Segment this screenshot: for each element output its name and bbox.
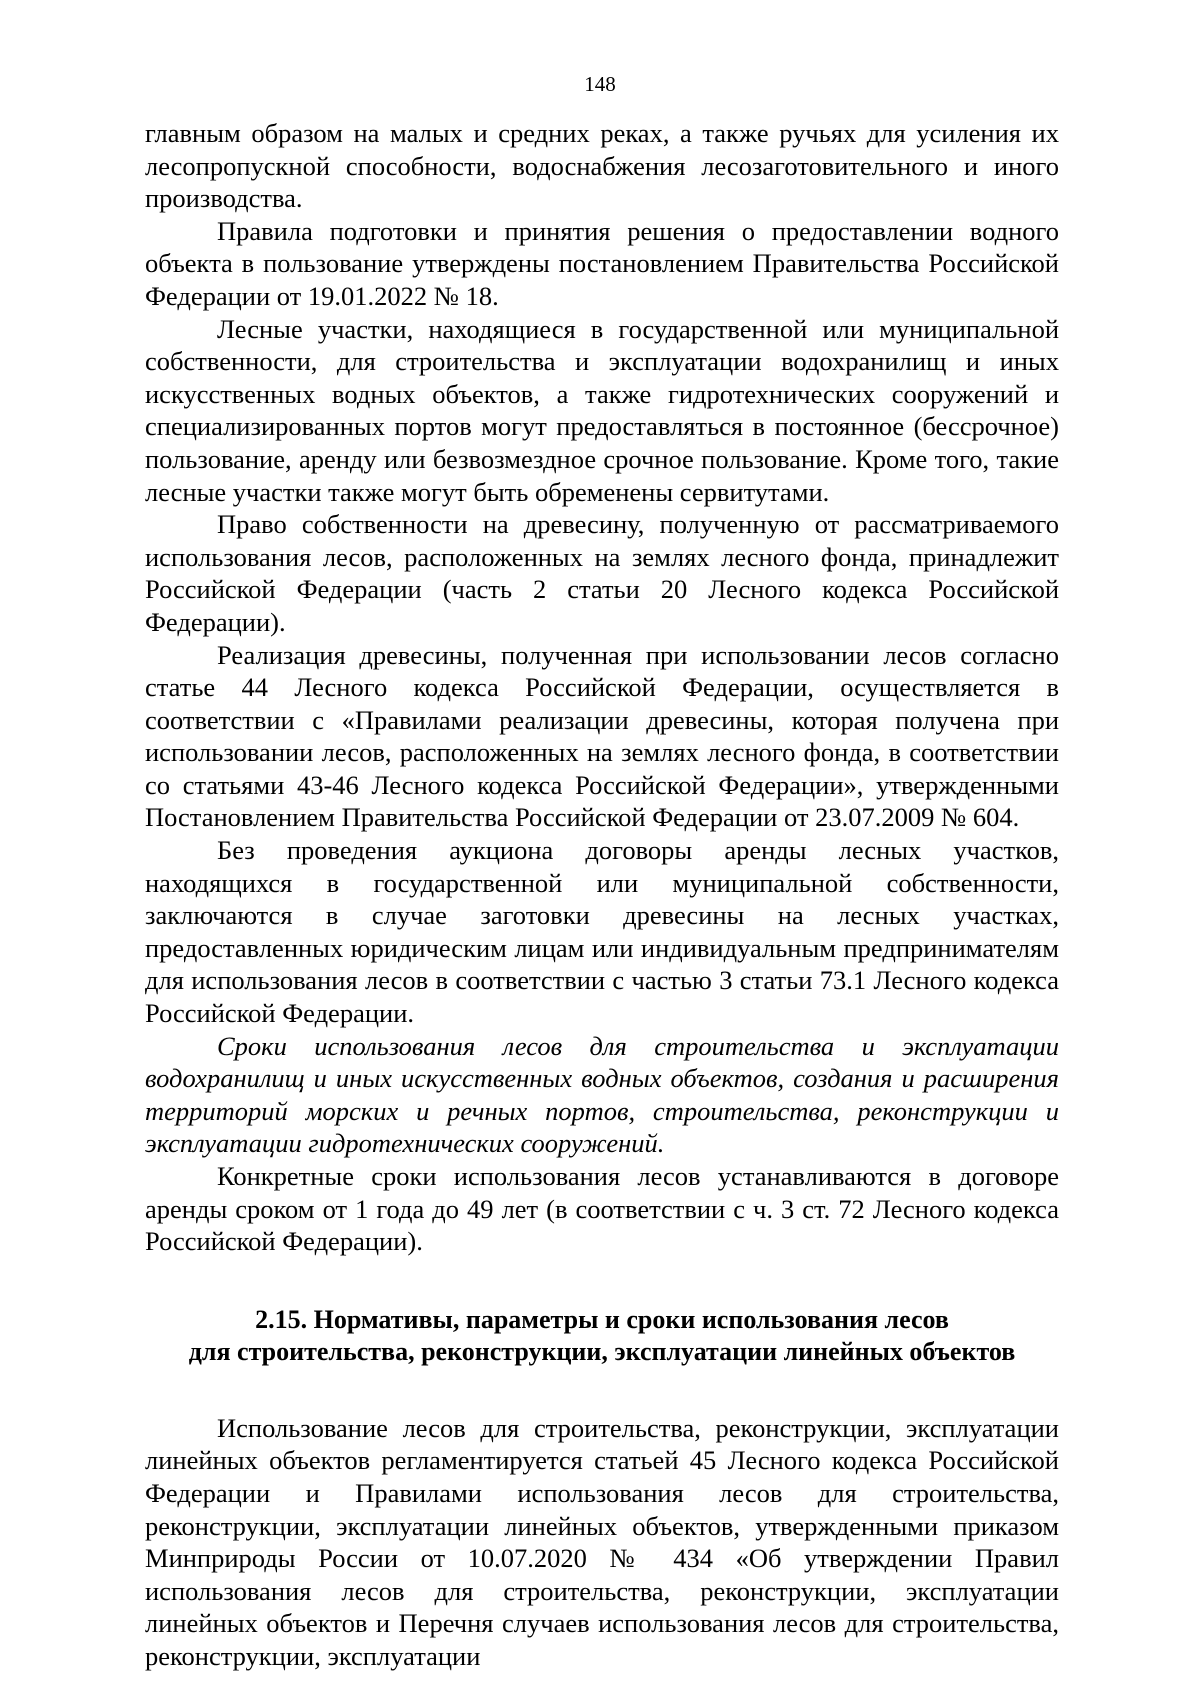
page-number: 148 [584, 72, 616, 96]
paragraph-usage-terms-title: Сроки использования лесов для строительства и эксплуатации водохранилищ и иных искусственных водных объектов, создания и расширения территорий морских и речных портов, строительства, реконструкции и эксплуатации гидротехнических сооружений. [145, 1030, 1059, 1159]
paragraph-water-object-rules: Правила подготовки и принятия решения о предоставлении водного объекта в пользование утверждены постановлением Правительства Российской Федерации от 19.01.2022 № 18. [145, 215, 1059, 311]
paragraph-wood-ownership: Право собственности на древесину, полученную от рассматриваемого использования лесов, расположенных на землях лесного фонда, принадлежит Российской Федерации (часть 2 статьи 20 Лесного кодекса Российской Федерации). [145, 509, 1059, 637]
paragraph-continuation: главным образом на малых и средних реках, а также ручьях для усиления их лесопропускной способности, водоснабжения лесозаготовительного и иного производства. [145, 118, 1059, 214]
paragraph-lease-without-auction: Без проведения аукциона договоры аренды лесных участков, находящихся в государственной или муниципальной собственности, заключаются в случае заготовки древесины на лесных участках, предоставленных юридическим лицам или индивидуальным предпринимателям для использования лесов в соответствии с частью 3 статьи 73.1 Лесного кодекса Российской Федерации. [145, 835, 1059, 1029]
document-body [145, 117, 1059, 1673]
section-heading-line-1: 2.15. Нормативы, параметры и сроки использования лесов [255, 1304, 949, 1334]
section-heading-line-2: для строительства, реконструкции, эксплуатации линейных объектов [188, 1337, 1016, 1367]
paragraph-linear-objects-usage: Использование лесов для строительства, реконструкции, эксплуатации линейных объектов регламентируется статьей 45 Лесного кодекса Российской Федерации и Правилами использования лесов для строительства, реконструкции, эксплуатации линейных объектов, утвержденными приказом Минприроды России от 10.07.2020 № 434 «Об утверждении Правил использования лесов для строительства, реконструкции, эксплуатации линейных объектов и Перечня случаев использования лесов для строительства, реконструкции, эксплуатации [145, 1412, 1059, 1671]
section-heading [145, 1304, 1059, 1369]
paragraph-forest-plots-provision: Лесные участки, находящиеся в государственной или муниципальной собственности, для строительства и эксплуатации водохранилищ и иных искусственных водных объектов, а также гидротехнических сооружений и специализированных портов могут предоставляться в постоянное (бессрочное) пользование, аренду или безвозмездное срочное пользование. Кроме того, такие лесные участки также могут быть обременены сервитутами. [145, 313, 1059, 507]
paragraph-wood-sale: Реализация древесины, полученная при использовании лесов согласно статье 44 Лесного кодекса Российской Федерации, осуществляется в соответствии с «Правилами реализации древесины, которая получена при использовании лесов, расположенных на землях лесного фонда, в соответствии со статьями 43-46 Лесного кодекса Российской Федерации», утвержденными Постановлением Правительства Российской Федерации от 23.07.2009 № 604. [145, 639, 1059, 833]
paragraph-specific-terms: Конкретные сроки использования лесов устанавливаются в договоре аренды сроком от 1 года до 49 лет (в соответствии с ч. 3 ст. 72 Лесного кодекса Российской Федерации). [145, 1161, 1059, 1257]
